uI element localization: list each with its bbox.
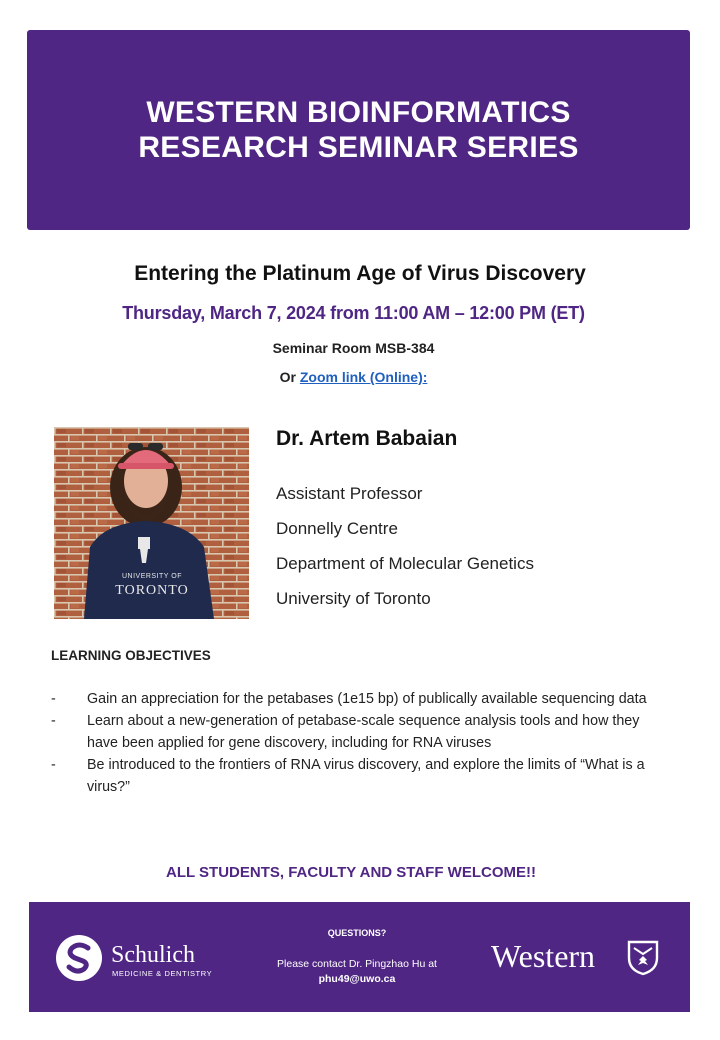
- speaker-centre: Donnelly Centre: [276, 519, 398, 538]
- schulich-logo-icon: [55, 934, 103, 982]
- learning-objectives-list: [51, 688, 651, 798]
- schulich-name: Schulich: [111, 942, 195, 968]
- contact-email[interactable]: phu49@uwo.ca: [318, 973, 396, 985]
- objective-text: Be introduced to the frontiers of RNA virus discovery, and explore the limits of “What is a virus?”: [87, 757, 645, 795]
- bullet-dash: -: [51, 691, 56, 707]
- shirt-text-small: UNIVERSITY OF: [121, 573, 183, 580]
- western-wordmark: Western: [491, 938, 596, 974]
- western-crest-icon: [627, 940, 659, 976]
- speaker-title: Assistant Professor: [276, 484, 423, 503]
- speaker-department: Department of Molecular Genetics: [276, 554, 534, 573]
- questions-text: Please contact Dr. Pingzhao Hu at: [277, 958, 437, 970]
- objective-text: Gain an appreciation for the petabases (1e15 bp) of publically available sequencing data: [87, 691, 647, 707]
- list-item: [51, 710, 651, 754]
- welcome-message: ALL STUDENTS, FACULTY AND STAFF WELCOME!!: [166, 864, 536, 881]
- title-banner: [27, 30, 690, 230]
- online-line: [0, 369, 707, 385]
- questions-title: QUESTIONS?: [327, 928, 387, 938]
- bullet-dash: -: [51, 713, 56, 729]
- zoom-link[interactable]: Zoom link (Online):: [299, 369, 428, 385]
- list-item: [51, 754, 651, 798]
- footer-bar: [29, 902, 690, 1012]
- banner-title-line-2: RESEARCH SEMINAR SERIES: [138, 131, 579, 164]
- schulich-subtitle: MEDICINE & DENTISTRY: [112, 969, 213, 978]
- talk-date: Thursday, March 7, 2024 from 11:00 AM – 12:00 PM (ET): [122, 303, 585, 323]
- online-prefix: Or: [279, 369, 296, 385]
- speaker-photo: [54, 427, 249, 619]
- speaker-university: University of Toronto: [276, 589, 431, 608]
- seminar-room: Seminar Room MSB-384: [272, 340, 435, 356]
- talk-title: Entering the Platinum Age of Virus Discovery: [134, 262, 586, 285]
- objective-text: Learn about a new-generation of petabase-scale sequence analysis tools and how they have been applied for gene discovery, including for RNA viruses: [87, 713, 640, 751]
- banner-title-line-1: WESTERN BIOINFORMATICS: [146, 96, 571, 129]
- speaker-name: Dr. Artem Babaian: [276, 427, 458, 450]
- shirt-text-large: TORONTO: [115, 583, 189, 598]
- list-item: [51, 688, 651, 710]
- bullet-dash: -: [51, 757, 56, 773]
- learning-objectives-heading: LEARNING OBJECTIVES: [51, 648, 211, 663]
